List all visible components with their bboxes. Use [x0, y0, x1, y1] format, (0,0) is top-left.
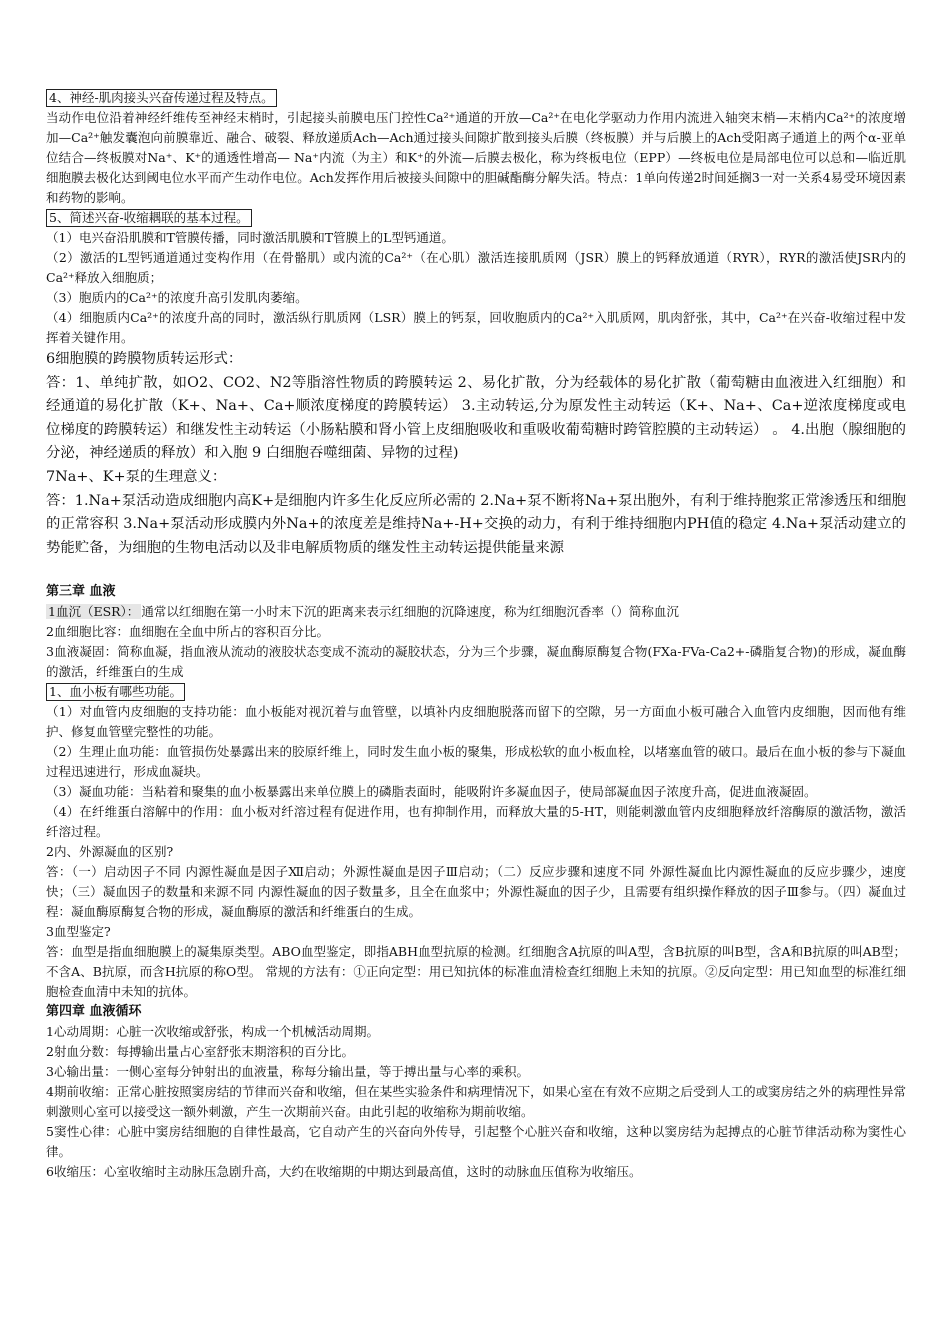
platelet-heading: 1、血小板有哪些功能。 — [46, 683, 185, 701]
section-5 — [46, 208, 906, 348]
chapter-4-item: 6收缩压：心室收缩时主动脉压急剧升高，大约在收缩期的中期达到最高值，这时的动脉血压值称为收缩压。 — [46, 1164, 642, 1180]
chapter-4-item: 3心输出量：一侧心室每分钟射出的血液量，称每分输出量，等于搏出量与心率的乘积。 — [46, 1064, 529, 1080]
platelet-item: （2）生理止血功能：血管损伤处暴露出来的胶原纤维上，同时发生血小板的聚集，形成松软的血小板血栓，以堵塞血管的破口。最后在血小板的参与下凝血过程迅速进行，形成血凝块。 — [46, 744, 906, 780]
section-5-item: （1）电兴奋沿肌膜和T管膜传播，同时激活肌膜和T管膜上的L型钙通道。 — [46, 230, 454, 245]
section-4-heading: 4、神经-肌肉接头兴奋传递过程及特点。 — [46, 89, 277, 107]
section-5-item: （2）激活的L型钙通道通过变构作用（在骨骼肌）或内流的Ca²⁺（在心肌）激活连接肌质网（JSR）膜上的钙释放通道（RYR），RYR的激活使JSR内的Ca²⁺释放入细胞质； — [46, 250, 906, 285]
esr-text: 通常以红细胞在第一小时末下沉的距离来表示红细胞的沉降速度，称为红细胞沉香率（）简称血沉 — [141, 604, 679, 620]
section-7-answer: 答：1.Na+泵活动造成细胞内高K+是细胞内许多生化反应所必需的 2.Na+泵不断将Na+泵出胞外，有利于维持胞浆正常渗透压和细胞的正常容积 3.Na+泵活动形成膜内外Na+的浓度差是维持Na+-H+交换的动力，有利于维持细胞内PH值的稳定 4.Na+泵活动建立的势能贮备，为细胞的生物电活动以及非电解质物质的继发性主动转运提供能量来源 — [46, 492, 906, 556]
section-6-answer: 答：1、单纯扩散，如O2、CO2、N2等脂溶性物质的跨膜转运 2、易化扩散，分为经载体的易化扩散（葡萄糖由血液进入红细胞）和经通道的易化扩散（K+、Na+、Ca+顺浓度梯度的跨膜转运） 3.主动转运,分为原发性主动转运（K+、Na+、Ca+逆浓度梯度或电位梯度的跨膜转运）和继发性主动转运（小肠粘膜和肾小管上皮细胞吸收和重吸收葡萄糖时跨管腔膜的主动转运） 。 4.出胞（腺细胞的分泌，神经递质的释放）和入胞 9 白细胞吞噬细菌、异物的过程) — [46, 374, 906, 462]
chapter-4-title: 第四章 血液循环 — [46, 1004, 142, 1020]
esr-definition — [46, 602, 906, 622]
hematocrit-definition: 2血细胞比容：血细胞在全血中所占的容积百分比。 — [46, 624, 329, 640]
platelet-item: （4）在纤维蛋白溶解中的作用：血小板对纤溶过程有促进作用，也有抑制作用，而释放大量的5-HT，则能刺激血管内皮细胞释放纤溶酶原的激活物，激活纤溶过程。 — [46, 804, 906, 840]
section-6 — [46, 348, 906, 466]
section-5-item: （3）胞质内的Ca²⁺的浓度升高引发肌肉萎缩。 — [46, 290, 308, 305]
section-7-question: 7Na+、K+泵的生理意义： — [46, 468, 227, 485]
section-7 — [46, 466, 906, 560]
section-4-body: 当动作电位沿着神经纤维传至神经末梢时，引起接头前膜电压门控性Ca²⁺通道的开放—Ca²⁺在电化学驱动力作用内流进入轴突末梢—末梢内Ca²⁺的浓度增加—Ca²⁺触发囊泡向前膜靠近、融合、破裂、释放递质Ach—Ach通过接头间隙扩散到接头后膜（终板膜）并与后膜上的Ach受阳离子通道上的两个α-亚单位结合—终板膜对Na⁺、K⁺的通透性增高— Na⁺内流（为主）和K⁺的外流—后膜去极化，称为终板电位（EPP）—终板电位是局部电位可以总和—临近肌细胞膜去极化达到阈电位水平而产生动作电位。Ach发挥作用后被接头间隙中的胆碱酯酶分解失活。特点：1单向传递2时间延搁3一对一关系4易受环境因素和药物的影响。 — [46, 110, 906, 205]
coagulation-answer: 答：（一）启动因子不同 内源性凝血是因子Ⅻ启动；外源性凝血是因子Ⅲ启动；（二）反应步骤和速度不同 外源性凝血比内源性凝血的反应步骤少，速度快；（三）凝血因子的数量和来源不同 内源性凝血的因子数量多，且全在血浆中；外源性凝血的因子少，且需要有组织操作释放的因子Ⅲ参与。（四）凝血过程：凝血酶原酶复合物的形成，凝血酶原的激活和纤维蛋白的生成。 — [46, 864, 906, 920]
platelet-item: （3）凝血功能：当粘着和聚集的血小板暴露出来单位膜上的磷脂表面时，能吸附许多凝血因子，使局部凝血因子浓度升高，促进血液凝固。 — [46, 784, 817, 800]
chapter-4-item: 4期前收缩：正常心脏按照窦房结的节律而兴奋和收缩，但在某些实验条件和病理情况下，如果心室在有效不应期之后受到人工的或窦房结之外的病理性异常刺激则心室可以接受这一额外刺激，产生一次期前兴奋。由此引起的收缩称为期前收缩。 — [46, 1084, 906, 1120]
section-4 — [46, 88, 906, 208]
section-5-heading: 5、简述兴奋-收缩耦联的基本过程。 — [46, 209, 252, 227]
chapter-3 — [46, 582, 906, 1002]
section-5-item: （4）细胞质内Ca²⁺的浓度升高的同时，激活纵行肌质网（LSR）膜上的钙泵，回收胞质内的Ca²⁺入肌质网，肌肉舒张，其中，Ca²⁺在兴奋-收缩过程中发挥着关键作用。 — [46, 310, 906, 345]
chapter-4 — [46, 1002, 906, 1182]
chapter-3-title: 第三章 血液 — [46, 584, 116, 600]
blood-type-question: 3血型鉴定? — [46, 924, 111, 940]
chapter-4-item: 1心动周期：心脏一次收缩或舒张，构成一个机械活动周期。 — [46, 1024, 379, 1040]
coagulation-question: 2内、外源凝血的区别? — [46, 844, 174, 860]
coagulation-definition: 3血液凝固：简称血凝，指血液从流动的液胶状态变成不流动的凝胶状态，分为三个步骤，凝血酶原酶复合物(FXa-FVa-Ca2+-磷脂复合物)的形成，凝血酶的激活，纤维蛋白的生成 — [46, 644, 906, 680]
section-6-question: 6细胞膜的跨膜物质转运形式： — [46, 351, 243, 367]
blood-type-answer: 答：血型是指血细胞膜上的凝集原类型。ABO血型鉴定，即指ABH血型抗原的检测。红细胞含A抗原的叫A型，含B抗原的叫B型，含A和B抗原的叫AB型；不含A、B抗原，而含H抗原的称O型。 常规的方法有：①正向定型：用已知抗体的标准血清检查红细胞上未知的抗原。②反向定型：用已知血型的标准红细胞检查血清中未知的抗体。 — [46, 944, 906, 1000]
chapter-4-item: 5窦性心律：心脏中窦房结细胞的自律性最高，它自动产生的兴奋向外传导，引起整个心脏兴奋和收缩，这种以窦房结为起搏点的心脏节律活动称为窦性心律。 — [46, 1124, 906, 1160]
platelet-item: （1）对血管内皮细胞的支持功能：血小板能对视沉着与血管壁，以填补内皮细胞脱落而留下的空隙，另一方面血小板可融合入血管内皮细胞，因而他有维护、修复血管壁完整性的功能。 — [46, 704, 906, 740]
chapter-4-item: 2射血分数：每搏输出量占心室舒张末期溶积的百分比。 — [46, 1044, 354, 1060]
esr-term: 1血沉（ESR）： — [48, 604, 140, 620]
